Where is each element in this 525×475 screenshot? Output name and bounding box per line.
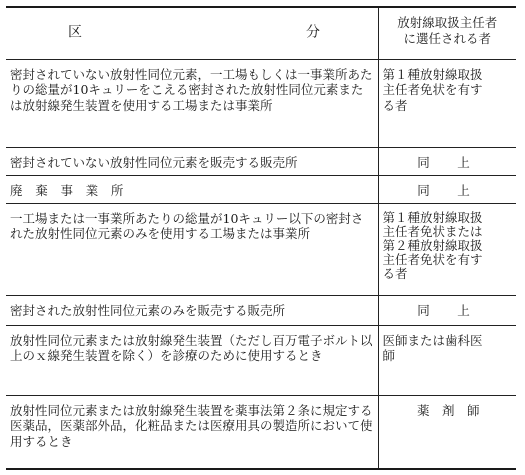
row-category: 密封されていない放射性同位元素を販売する販売所 (6, 147, 378, 175)
row-appointee: 第１種放射線取扱 主任者免状を有す る者 (378, 59, 516, 147)
table-row (6, 175, 516, 203)
row-appointee: 同 上 (378, 295, 516, 325)
table-row (6, 295, 516, 325)
appointment-table (6, 6, 516, 470)
row-category: 一工場または一事業所あたりの総量が10キュリー以下の密封された放射性同位元素のみを使用する工場または事業所 (6, 203, 378, 295)
table-row (6, 325, 516, 395)
table-row (6, 203, 516, 295)
row-category: 密封された放射性同位元素のみを販売する販売所 (6, 295, 378, 325)
header-category-label-b: 分 (306, 24, 320, 41)
table-row (6, 59, 516, 147)
row-appointee: 医師または歯科医 師 (378, 325, 516, 395)
row-appointee: 第１種放射線取扱 主任者免状または 第２種放射線取扱 主任者免状を有す る者 (378, 203, 516, 295)
row-category: 放射性同位元素または放射線発生装置を薬事法第２条に規定する医薬品，医薬部外品，化粧品または医療用具の製造所において使用するとき (6, 395, 378, 469)
row-category: 放射性同位元素または放射線発生装置（ただし百万電子ボルト以上のｘ線発生装置を除く）を診療のために使用するとき (6, 325, 378, 395)
row-category: 廃 棄 事 業 所 (6, 175, 378, 203)
row-category: 密封されていない放射性同位元素，一工場もしくは一事業所あたりの総量が10キュリーをこえる密封された放射性同位元素または放射線発生装置を使用する工場または事業所 (6, 59, 378, 147)
header-appointee-label: 放射線取扱主任者 に選任される者 (378, 7, 516, 59)
row-appointee: 同 上 (378, 175, 516, 203)
table-header-row (6, 7, 516, 59)
row-appointee: 薬 剤 師 (378, 395, 516, 469)
table-row (6, 147, 516, 175)
table-row (6, 395, 516, 469)
header-category-cell (6, 7, 378, 59)
row-appointee: 同 上 (378, 147, 516, 175)
header-category-label-a: 区 (68, 24, 82, 41)
